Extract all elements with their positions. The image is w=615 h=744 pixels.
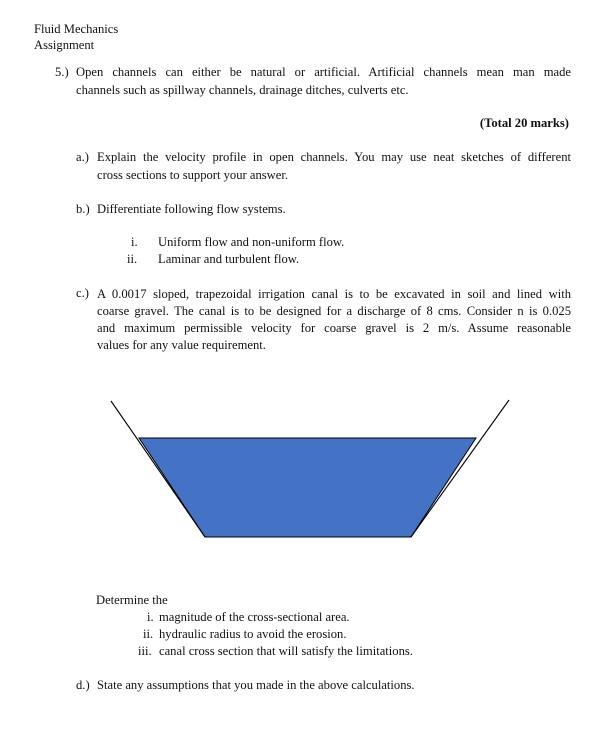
part-a-line-1: Explain the velocity profile in open channels. You may use neat sketches of different	[97, 150, 571, 164]
part-c-item-3-text: canal cross section that will satisfy the limitations.	[159, 644, 413, 658]
part-c-item-3-num: iii.	[138, 644, 152, 658]
part-a-line-2: cross sections to support your answer.	[97, 168, 288, 182]
part-d-label: d.)	[76, 678, 90, 692]
part-c-line-1: A 0.0017 sloped, trapezoidal irrigation canal is to be excavated in soil and lined with	[97, 287, 571, 301]
part-b-text: Differentiate following flow systems.	[97, 202, 286, 216]
document-type: Assignment	[34, 38, 95, 52]
part-d-text: State any assumptions that you made in the above calculations.	[97, 678, 415, 692]
part-c-line-4: values for any value requirement.	[97, 338, 266, 352]
part-c-label: c.)	[76, 286, 89, 300]
part-b-item-2-text: Laminar and turbulent flow.	[158, 252, 300, 266]
part-b-item-1-text: Uniform flow and non-uniform flow.	[158, 235, 345, 249]
total-marks: (Total 20 marks)	[479, 116, 569, 130]
question-intro-line-1: Open channels can either be natural or artificial. Artificial channels mean man made	[76, 65, 571, 79]
water-section	[139, 438, 476, 537]
part-c-item-1-text: magnitude of the cross-sectional area.	[159, 610, 350, 624]
part-c-item-2-text: hydraulic radius to avoid the erosion.	[159, 627, 347, 641]
determine-heading: Determine the	[96, 593, 168, 607]
part-c-line-3: and maximum permissible velocity for coarse gravel is 2 m/s. Assume reasonable	[97, 321, 571, 335]
part-c-item-2-num: ii.	[143, 627, 154, 641]
part-b-label: b.)	[76, 202, 90, 216]
course-title: Fluid Mechanics	[34, 22, 119, 36]
part-a-label: a.)	[76, 150, 89, 164]
question-intro-line-2: channels such as spillway channels, drainage ditches, culverts etc.	[76, 83, 409, 97]
part-b-item-1-num: i.	[131, 235, 138, 249]
part-b-item-2-num: ii.	[127, 252, 138, 266]
question-number: 5.)	[55, 65, 69, 79]
part-c-item-1-num: i.	[147, 610, 154, 624]
part-c-line-2: coarse gravel. The canal is to be designed for a discharge of 8 cms. Consider n is 0.025	[97, 304, 571, 318]
